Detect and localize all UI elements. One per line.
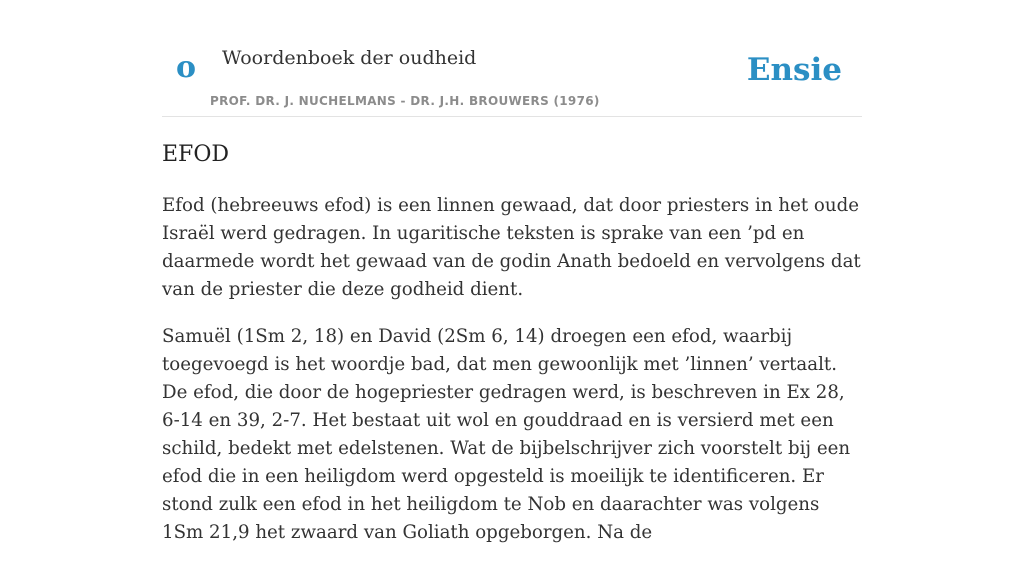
entry-title: EFOD bbox=[162, 142, 229, 167]
entry-paragraph: Samuël (1Sm 2, 18) en David (2Sm 6, 14) droegen een efod, waarbij toegevoegd is het woordje bad, dat men gewoonlijk met ’linnen’ vertaalt. De efod, die door de hogepriester gedragen werd, is beschreven in Ex 28, 6-14 en 39, 2-7. Het bestaat uit wol en gouddraad en is versierd met een schild, bedekt met edelstenen. Wat de bijbelschrijver zich voorstelt bij een efod die in een heiligdom werd opgesteld is moeilijk te identificeren. Er stond zulk een efod in het heiligdom te Nob en daarachter was volgens 1Sm 21,9 het zwaard van Goliath opgeborgen. Na de bbox=[162, 326, 851, 543]
content-column bbox=[162, 0, 862, 543]
entry-body bbox=[162, 192, 862, 566]
book-header bbox=[162, 0, 862, 117]
book-logo-mark[interactable]: o bbox=[176, 50, 197, 85]
entry-paragraph: Efod (hebreeuws efod) is een linnen gewaad, dat door priesters in het oude Israël werd gedragen. In ugaritische teksten is sprake van een ’pd en daarmede wordt het gewaad van de godin Anath bedoeld en vervolgens dat van de priester die deze godheid dient. bbox=[162, 195, 861, 300]
book-authors: PROF. DR. J. NUCHELMANS - DR. J.H. BROUWERS (1976) bbox=[210, 94, 600, 108]
ensie-logo[interactable]: Ensie bbox=[746, 52, 842, 88]
book-title-link[interactable]: Woordenboek der oudheid bbox=[222, 47, 477, 69]
